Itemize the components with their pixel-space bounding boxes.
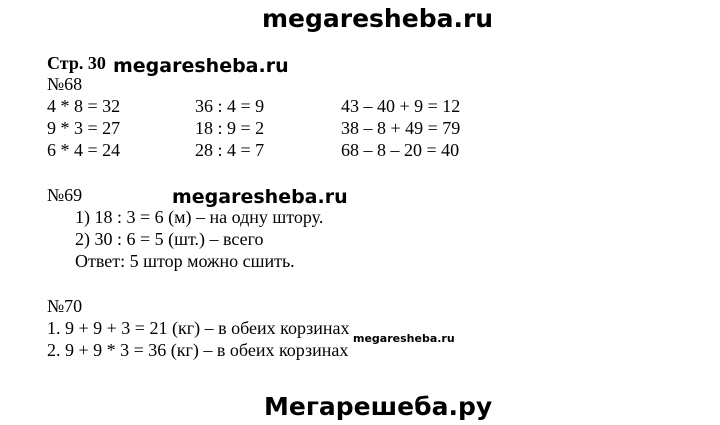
watermark-inline-1: megaresheba.ru xyxy=(113,55,289,77)
solution-step: 1) 18 : 3 = 6 (м) – на одну штору. xyxy=(75,207,324,227)
solution-step: 1. 9 + 9 + 3 = 21 (кг) – в обеих корзинах xyxy=(47,318,350,338)
task-68-column-1 xyxy=(47,95,120,161)
equation: 6 * 4 = 24 xyxy=(47,140,121,160)
task-69-number: №69 xyxy=(47,185,83,205)
equation: 9 * 3 = 27 xyxy=(47,118,121,138)
watermark-bottom: Мегарешеба.ру xyxy=(264,392,493,421)
equation: 38 – 8 + 49 = 79 xyxy=(341,118,461,138)
watermark-inline-2: megaresheba.ru xyxy=(172,186,348,208)
equation: 68 – 8 – 20 = 40 xyxy=(341,140,460,160)
answer-line: Ответ: 5 штор можно сшить. xyxy=(75,251,295,271)
watermark-top: megaresheba.ru xyxy=(262,4,494,33)
equation: 18 : 9 = 2 xyxy=(195,118,265,138)
page-label: Стр. 30 xyxy=(47,53,106,73)
equation: 43 – 40 + 9 = 12 xyxy=(341,96,461,116)
solution-step: 2) 30 : 6 = 5 (шт.) – всего xyxy=(75,229,264,249)
task-68-column-3 xyxy=(341,95,460,161)
equation: 36 : 4 = 9 xyxy=(195,96,265,116)
task-68-number: №68 xyxy=(47,74,83,94)
task-69-steps xyxy=(75,206,323,272)
watermark-small: megaresheba.ru xyxy=(353,332,455,345)
equation: 4 * 8 = 32 xyxy=(47,96,121,116)
equation: 28 : 4 = 7 xyxy=(195,140,265,160)
task-70-steps xyxy=(47,317,350,361)
task-68-column-2 xyxy=(195,95,264,161)
task-70-number: №70 xyxy=(47,296,83,316)
solution-step: 2. 9 + 9 * 3 = 36 (кг) – в обеих корзинах xyxy=(47,340,349,360)
